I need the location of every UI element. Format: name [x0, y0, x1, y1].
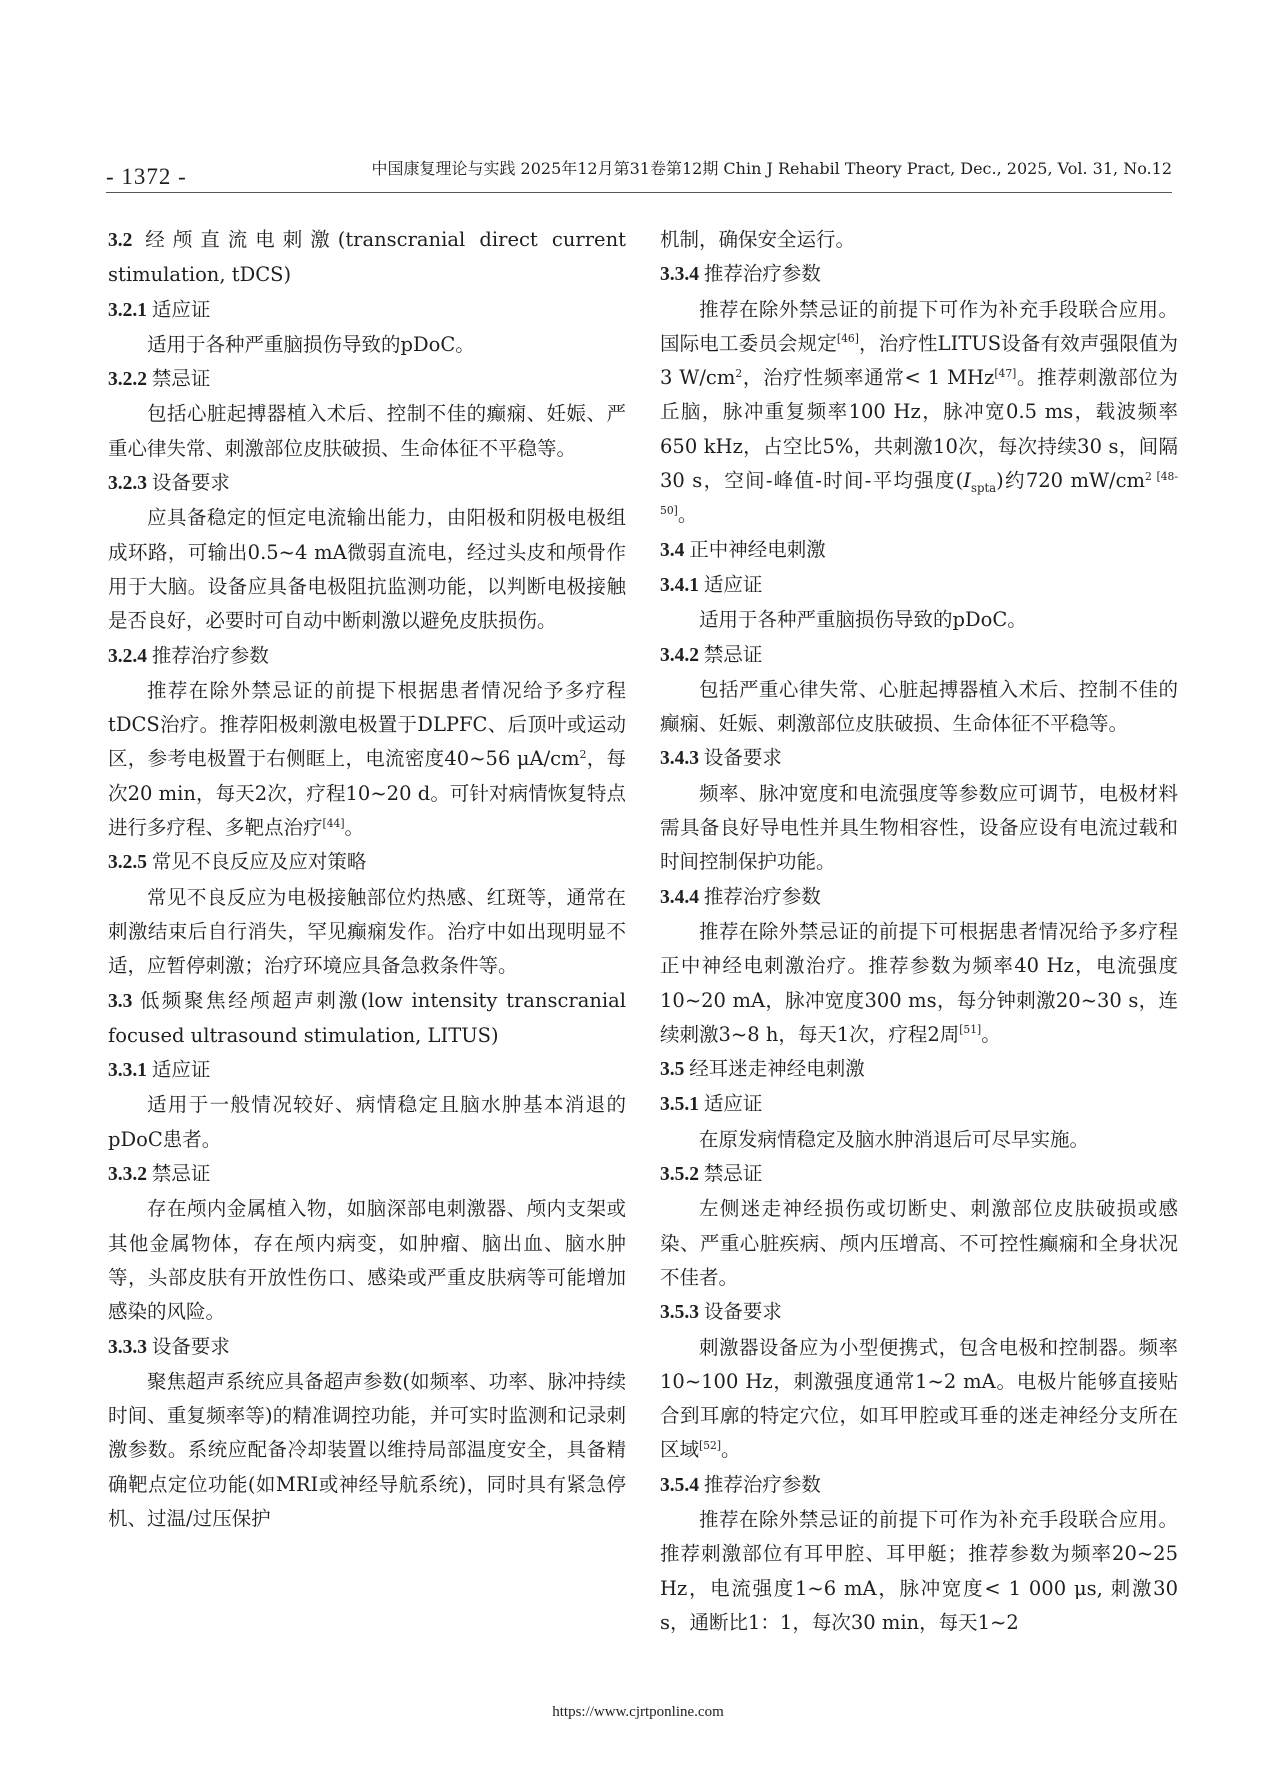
subsection-heading-3-4-1: 3.4.1 适应证 — [660, 572, 763, 596]
subsection-heading-3-4-3: 3.4.3 设备要求 — [660, 746, 782, 770]
subsection-heading-3-5-1: 3.5.1 适应证 — [660, 1092, 763, 1116]
left-column — [108, 223, 626, 1536]
journal-citation: 中国康复理论与实践 2025年12月第31卷第12期 Chin J Rehabil Theory Pract, Dec., 2025, Vol. 31, No.12 — [371, 159, 1172, 178]
paragraph: 左侧迷走神经损伤或切断史、刺激部位皮肤破损或感染、严重心脏疾病、颅内压增高、不可控性癫痫和全身状况不佳者。 — [660, 1197, 1178, 1289]
subsection-heading-3-3-4: 3.3.4 推荐治疗参数 — [660, 262, 821, 286]
subsection-heading-3-3-2: 3.3.2 禁忌证 — [108, 1162, 211, 1186]
subsection-heading-3-3-1: 3.3.1 适应证 — [108, 1058, 211, 1082]
paragraph: 常见不良反应为电极接触部位灼热感、红斑等，通常在刺激结束后自行消失，罕见癫痫发作。治疗中如出现明显不适，应暂停刺激；治疗环境应具备急救条件等。 — [108, 885, 626, 978]
page-number: - 1372 - — [106, 164, 187, 189]
section-heading-3-5: 3.5 经耳迷走神经电刺激 — [660, 1057, 865, 1081]
paragraph: 在原发病情稳定及脑水肿消退后可尽早实施。 — [699, 1127, 1090, 1151]
paragraph: 推荐在除外禁忌证的前提下根据患者情况给予多疗程tDCS治疗。推荐阳极刺激电极置于DLPFC、后顶叶或运动区，参考电极置于右侧眶上，电流密度40~56 $\mu A/cm^2$，每次20 min，每天2次，疗程10~20 d。可针对病情恢复特点进行多疗程、多靶点治疗[44]。 — [108, 678, 626, 840]
paragraph: 推荐在除外禁忌证的前提下可根据患者情况给予多疗程正中神经电刺激治疗。推荐参数为频率40 Hz，电流强度10~20 mA，脉冲宽度300 ms，每分钟刺激20~30 s，连续刺激3~8 h，每天1次，疗程2周[51]。 — [660, 919, 1178, 1046]
section-heading-3-4: 3.4 正中神经电刺激 — [660, 537, 826, 561]
footer-url: https://www.cjrtponline.com — [552, 1704, 724, 1720]
subsection-heading-3-2-4: 3.2.4 推荐治疗参数 — [108, 643, 269, 667]
section-heading-3-3: 3.3 低频聚焦经颅超声刺激(low intensity transcranial focused ultrasound stimulation, LITUS) — [108, 988, 626, 1047]
paragraph: 聚焦超声系统应具备超声参数(如频率、功率、脉冲持续时间、重复频率等)的精准调控功能，并可实时监测和记录刺激参数。系统应配备冷却装置以维持局部温度安全，具备精确靶点定位功能(如MRI或神经导航系统)，同时具有紧急停机、过温/过压保护 — [108, 1369, 626, 1530]
paragraph: 适用于各种严重脑损伤导致的pDoC。 — [699, 608, 1027, 632]
right-column — [660, 223, 1178, 1640]
subsection-heading-3-2-5: 3.2.5 常见不良反应及应对策略 — [108, 850, 367, 874]
subsection-heading-3-5-2: 3.5.2 禁忌证 — [660, 1162, 763, 1186]
subsection-heading-3-3-3: 3.3.3 设备要求 — [108, 1334, 230, 1358]
running-header — [106, 150, 1172, 193]
paragraph: 存在颅内金属植入物，如脑深部电刺激器、颅内支架或其他金属物体，存在颅内病变，如肿瘤、脑出血、脑水肿等，头部皮肤有开放性伤口、感染或严重皮肤病等可能增加感染的风险。 — [108, 1197, 626, 1324]
subsection-heading-3-4-4: 3.4.4 推荐治疗参数 — [660, 884, 821, 908]
paragraph: 包括严重心律失常、心脏起搏器植入术后、控制不佳的癫痫、妊娠、刺激部位皮肤破损、生命体征不平稳等。 — [660, 677, 1178, 736]
paragraph-continuation: 机制，确保安全运行。 — [660, 228, 856, 251]
paragraph: 推荐在除外禁忌证的前提下可作为补充手段联合应用。国际电工委员会规定[46]，治疗性LITUS设备有效声强限值为3 $W/cm^2$，治疗性频率通常< 1 MHz[47]。推荐刺激部位为丘脑，脉冲重复频率100 Hz，脉冲宽0.5 ms，载波频率650 kHz，占空比5%，共刺激10次，每次持续30 s，间隔30 s，空间-峰值-时间-平均强度$(I_{spta})$约720 $mW/cm^2$ [48-50]。 — [660, 297, 1178, 527]
citation-ref: [47] — [994, 366, 1017, 380]
paragraph: 应具备稳定的恒定电流输出能力，由阳极和阴极电极组成环路，可输出0.5~4 mA微弱直流电，经过头皮和颅骨作用于大脑。设备应具备电极阻抗监测功能，以判断电极接触是否良好，必要时可自动中断刺激以避免皮肤损伤。 — [108, 506, 626, 633]
paragraph: 刺激器设备应为小型便携式，包含电极和控制器。频率10~100 Hz，刺激强度通常1~2 mA。电极片能够直接贴合到耳廓的特定穴位，如耳甲腔或耳垂的迷走神经分支所在区域[52]。 — [660, 1335, 1178, 1462]
paragraph: 频率、脉冲宽度和电流强度等参数应可调节，电极材料需具备良好导电性并具生物相容性，设备应设有电流过载和时间控制保护功能。 — [660, 781, 1178, 874]
paragraph: 适用于各种严重脑损伤导致的pDoC。 — [147, 332, 475, 356]
subsection-heading-3-2-2: 3.2.2 禁忌证 — [108, 367, 211, 391]
section-heading-3-2: 3.2 经颅直流电刺激(transcranial direct current stimulation, tDCS) — [108, 228, 626, 287]
citation-ref: [52] — [699, 1438, 722, 1452]
paragraph: 适用于一般情况较好、病情稳定且脑水肿基本消退的pDoC患者。 — [108, 1093, 626, 1151]
subsection-heading-3-4-2: 3.4.2 禁忌证 — [660, 642, 763, 666]
paragraph: 包括心脏起搏器植入术后、控制不佳的癫痫、妊娠、严重心律失常、刺激部位皮肤破损、生命体征不平稳等。 — [108, 402, 626, 460]
paragraph: 推荐在除外禁忌证的前提下可作为补充手段联合应用。推荐刺激部位有耳甲腔、耳甲艇；推荐参数为频率20~25 Hz，电流强度1~6 mA，脉冲宽度< 1 000 μs, 刺激30 s，通断比1：1，每次30 min，每天1~2 — [660, 1507, 1178, 1634]
subsection-heading-3-5-3: 3.5.3 设备要求 — [660, 1300, 782, 1324]
subsection-heading-3-5-4: 3.5.4 推荐治疗参数 — [660, 1472, 821, 1496]
subsection-heading-3-2-1: 3.2.1 适应证 — [108, 297, 211, 321]
subsection-heading-3-2-3: 3.2.3 设备要求 — [108, 471, 230, 495]
citation-ref: [51] — [959, 1023, 982, 1037]
citation-ref: [48-50] — [660, 469, 1178, 517]
citation-ref: [44] — [322, 816, 345, 830]
citation-ref: [46] — [836, 332, 859, 346]
